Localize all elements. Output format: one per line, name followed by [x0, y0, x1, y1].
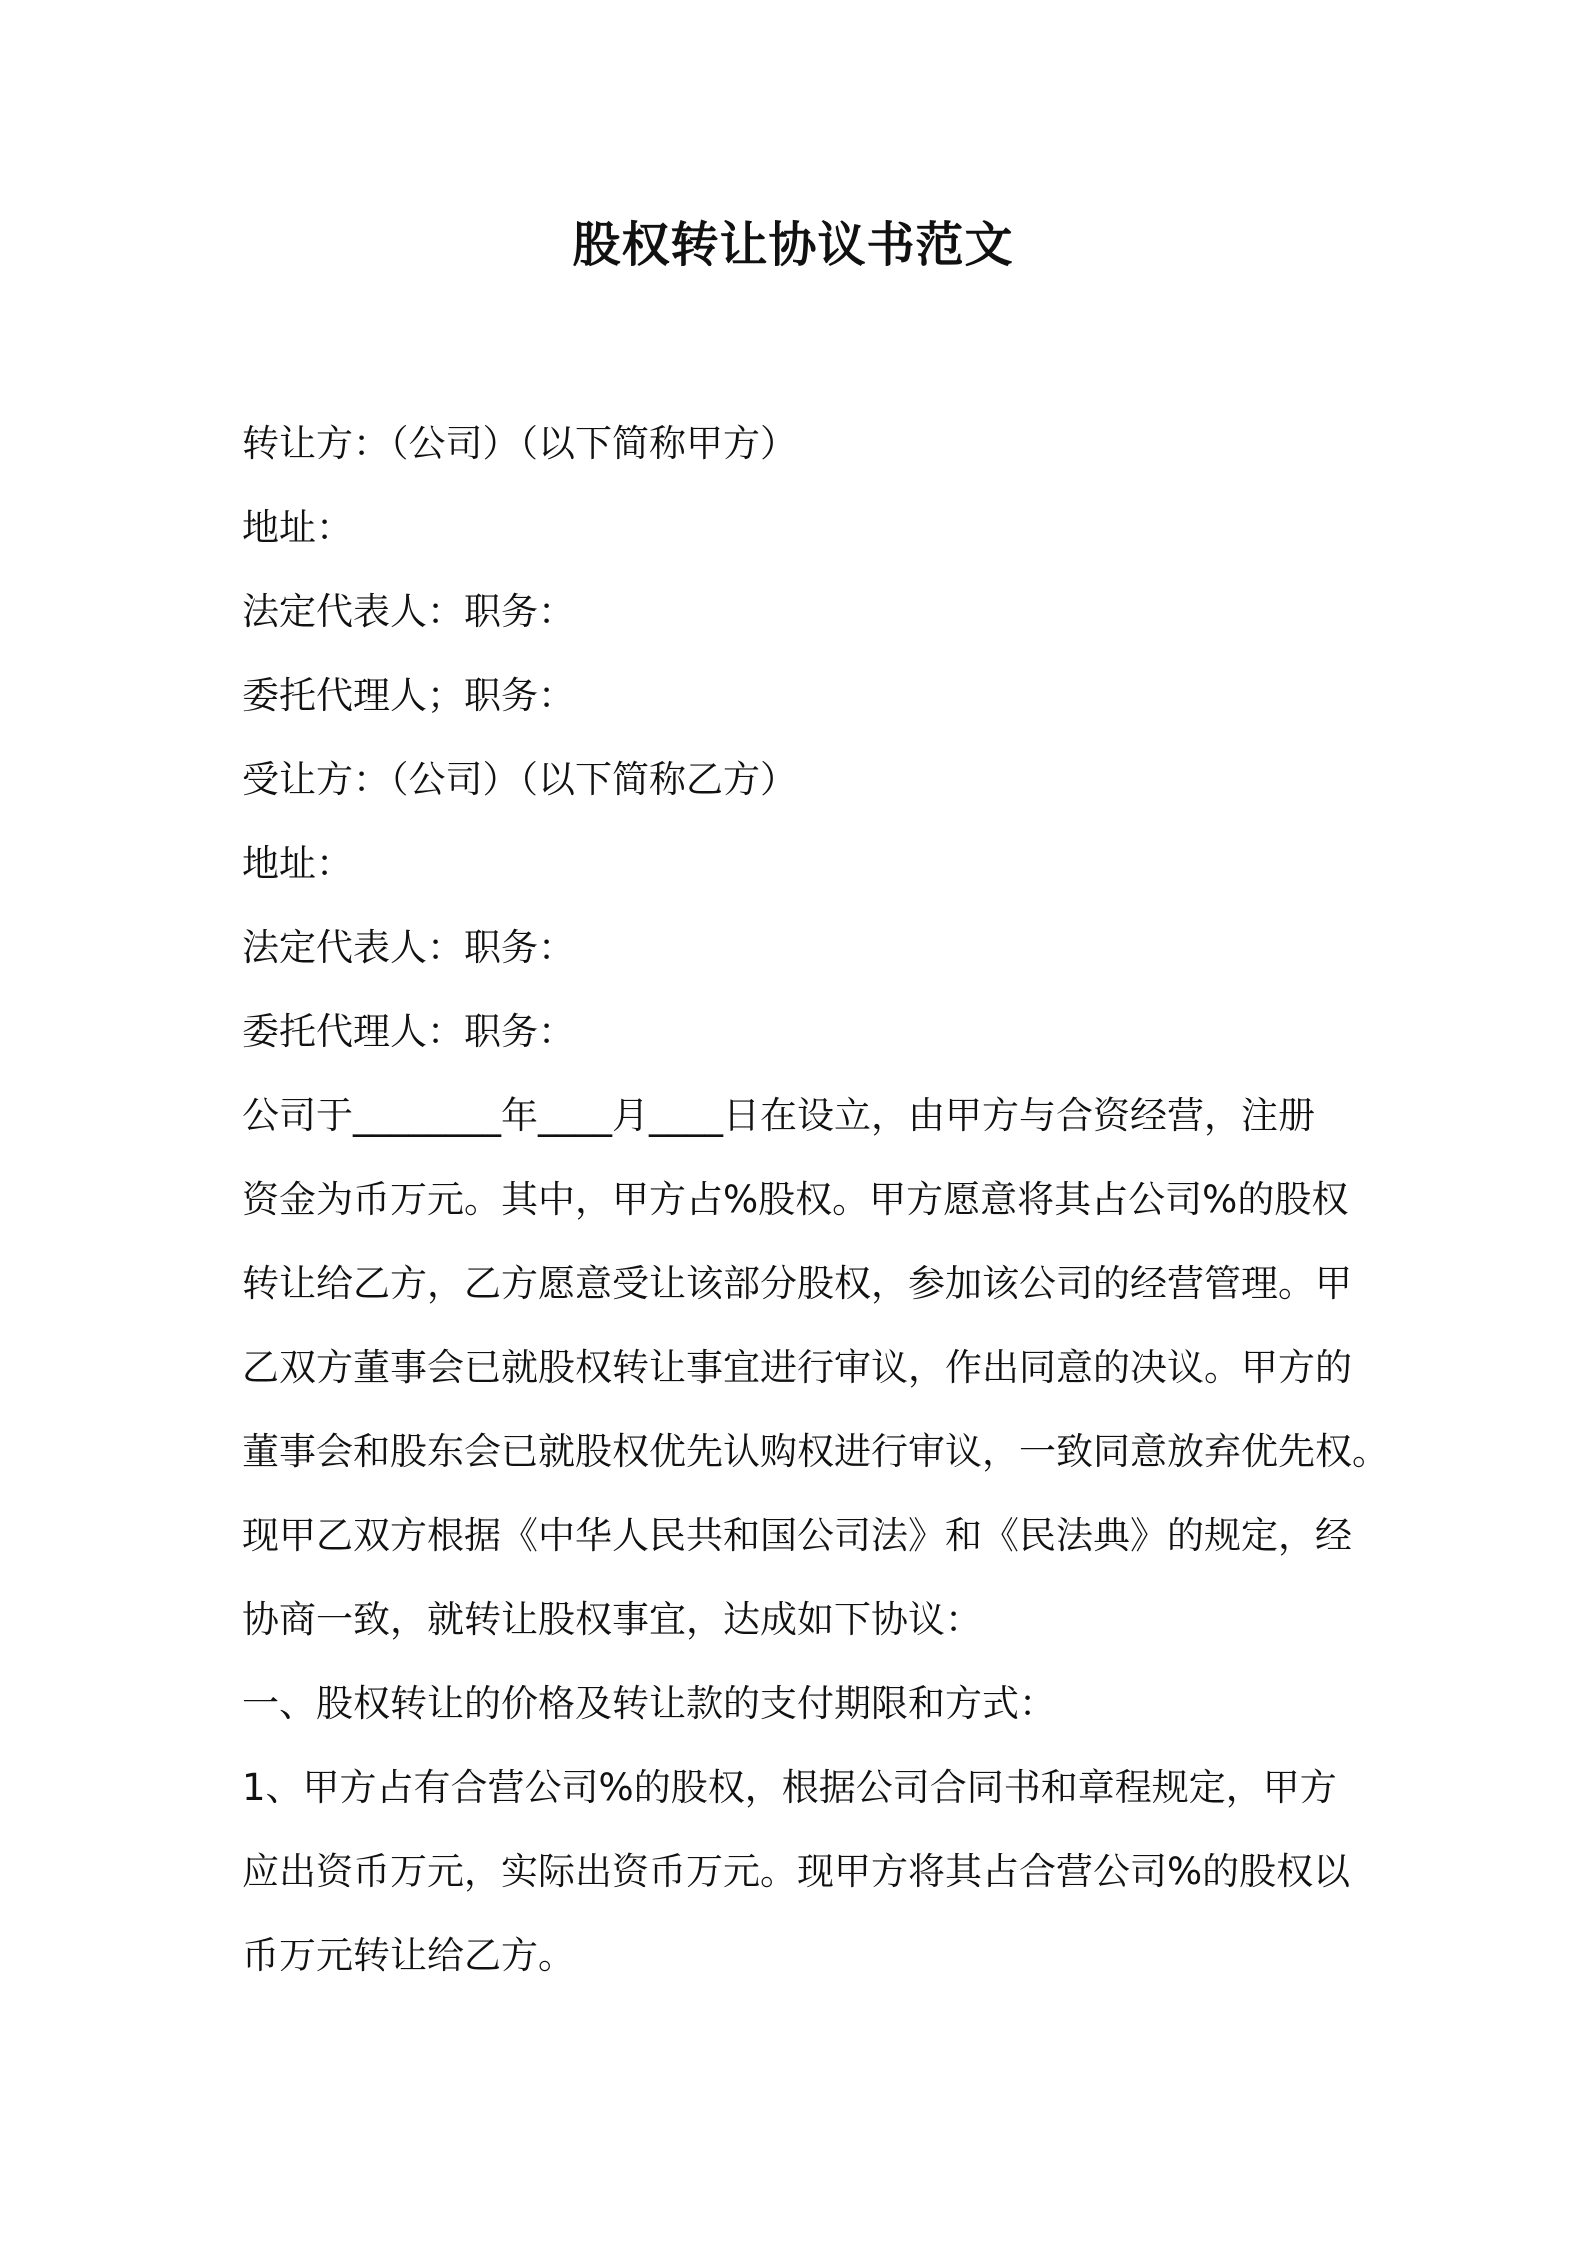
- section-heading: 一、股权转让的价格及转让款的支付期限和方式：: [242, 1682, 1056, 1725]
- clause-line: 币万元转让给乙方。: [242, 1934, 575, 1977]
- document-title: 股权转让协议书范文: [572, 217, 1014, 273]
- paragraph-line: 转让给乙方，乙方愿意受让该部分股权，参加该公司的经营管理。甲: [242, 1262, 1352, 1305]
- transferor-line: 转让方：（公司）（以下简称甲方）: [242, 422, 797, 465]
- paragraph-line: 乙双方董事会已就股权转让事宜进行审议，作出同意的决议。甲方的: [242, 1346, 1352, 1389]
- paragraph-line: 协商一致，就转让股权事宜，达成如下协议：: [242, 1598, 982, 1641]
- transferee-address-line: 地址：: [242, 842, 353, 885]
- paragraph-line: 公司于________年____月____日在设立，由甲方与合资经营，注册: [242, 1094, 1315, 1137]
- clause-line: 应出资币万元，实际出资币万元。现甲方将其占合营公司%的股权以: [242, 1850, 1351, 1893]
- transferee-legal-rep-line: 法定代表人：职务：: [242, 926, 575, 969]
- transferor-address-line: 地址：: [242, 506, 353, 549]
- paragraph-line: 现甲乙双方根据《中华人民共和国公司法》和《民法典》的规定，经: [242, 1514, 1352, 1557]
- paragraph-line: 董事会和股东会已就股权优先认购权进行审议，一致同意放弃优先权。: [242, 1430, 1389, 1473]
- transferee-line: 受让方：（公司）（以下简称乙方）: [242, 758, 797, 801]
- clause-line: 1、甲方占有合营公司%的股权，根据公司合同书和章程规定，甲方: [242, 1766, 1337, 1809]
- transferor-agent-line: 委托代理人；职务：: [242, 674, 575, 717]
- paragraph-line: 资金为币万元。其中，甲方占%股权。甲方愿意将其占公司%的股权: [242, 1178, 1349, 1221]
- transferor-legal-rep-line: 法定代表人：职务：: [242, 590, 575, 633]
- transferee-agent-line: 委托代理人：职务：: [242, 1010, 575, 1053]
- document-body: [242, 402, 1389, 1998]
